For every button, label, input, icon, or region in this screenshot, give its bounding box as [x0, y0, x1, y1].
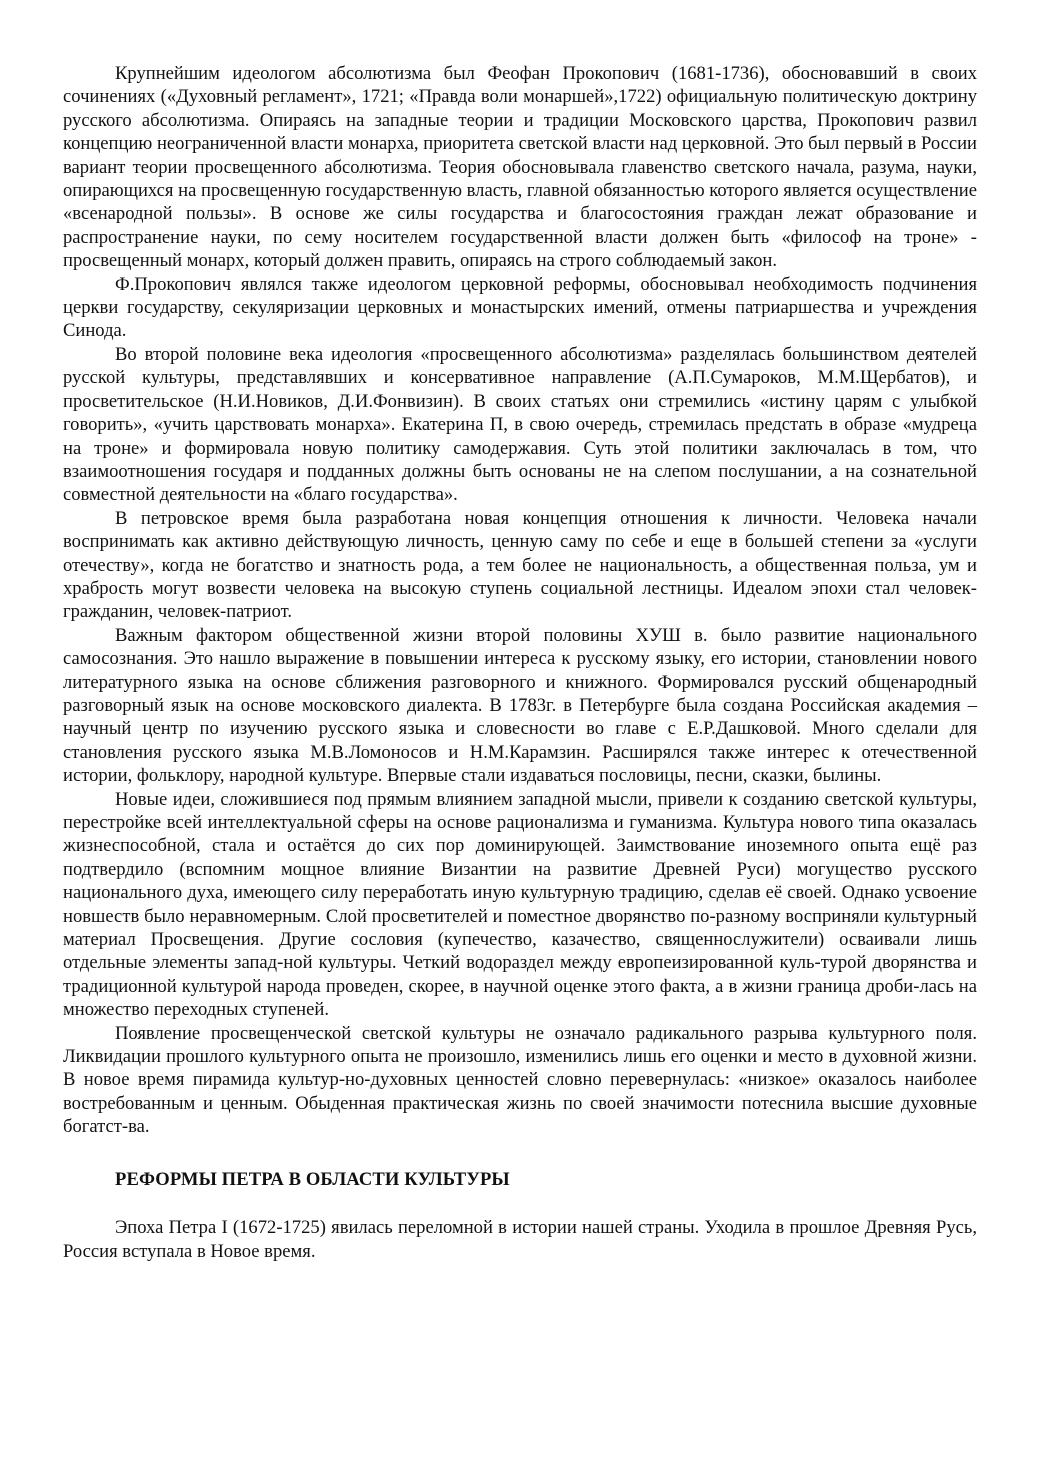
paragraph: Крупнейшим идеологом абсолютизма был Феофан Прокопович (1681-1736), обосновавший в своих сочинениях («Духовный регламент», 1721; «Правда воли монаршей»,1722) официальную политическую доктрину русского абсолютизма. Опираясь на западные теории и традиции Московского царства, Прокопович развил концепцию неограниченной власти монарха, приоритета светской власти над церковной. Это был первый в России вариант теории просвещенного абсолютизма. Теория обосновывала главенство светского начала, разума, науки, опирающихся на просвещенную государственную власть, главной обязанностью которого является осуществление «всенародной пользы». В основе же силы государства и благосостояния граждан лежат образование и распространение науки, по сему носителем государственной власти должен быть «философ на троне» - просвещенный монарх, который должен править, опираясь на строго соблюдаемый закон.	[63, 63, 977, 272]
spacer	[63, 1191, 977, 1216]
paragraph: Появление просвещенческой светской культуры не означало радикального разрыва культурного поля. Ликвидации прошлого культурного опыта не произошло, изменились лишь его оценки и место в духовной жизни. В новое время пирамида культур-но-духовных ценностей словно перевернулась: «низкое» оказалось наиболее востребованным и ценным. Обыденная практическая жизнь по своей значимости потеснила высшие духовные богатст-ва.	[63, 1022, 977, 1138]
paragraph: Ф.Прокопович являлся также идеологом церковной реформы, обосновывал необходимость подчинения церкви государству, секуляризации церковных и монастырских имений, отмены патриаршества и учреждения Синода.	[63, 273, 977, 342]
document-page	[63, 62, 977, 1263]
paragraph: Новые идеи, сложившиеся под прямым влиянием западной мысли, привели к созданию светской культуры, перестройке всей интеллектуальной сферы на основе рационализма и гуманизма. Культура нового типа оказалась жизнеспособной, стала и остаётся до сих пор доминирующей. Заимствование иноземного опыта ещё раз подтвердило (вспомним мощное влияние Византии на развитие Древней Руси) могущество русского национального духа, имеющего силу переработать иную культурную традицию, сделав её своей. Однако усвоение новшеств было неравномерным. Слой просветителей и поместное дворянство по-разному восприняли культурный материал Просвещения. Другие сословия (купечество, казачество, священнослужители) осваивали лишь отдельные элементы запад-ной культуры. Четкий водораздел между европеизированной куль-турой дворянства и традиционной культурой народа проведен, скорее, в научной оценке этого факта, а в жизни граница дроби-лась на множество переходных ступеней.	[63, 788, 977, 1021]
paragraph: Эпоха Петра I (1672-1725) явилась переломной в истории нашей страны. Уходила в прошлое Древняя Русь, Россия вступала в Новое время.	[63, 1217, 977, 1262]
paragraph: В петровское время была разработана новая концепция отношения к личности. Человека начали воспринимать как активно действующую личность, ценную саму по себе и еще в большей степени за «услуги отечеству», когда не богатство и знатность рода, а тем более не национальность, а общественная польза, ум и храбрость могут возвести человека на высокую ступень социальной лестницы. Идеалом эпохи стал человек-гражданин, человек-патриот.	[63, 507, 977, 623]
section-heading: РЕФОРМЫ ПЕТРА В ОБЛАСТИ КУЛЬТУРЫ	[115, 1168, 510, 1190]
paragraph: Во второй половине века идеология «просвещенного абсолютизма» разделялась большинством деятелей русской культуры, представлявших и консервативное направление (А.П.Сумароков, М.М.Щербатов), и просветительское (Н.И.Новиков, Д.И.Фонвизин). В своих статьях они стремились «истину царям с улыбкой говорить», «учить царствовать монарха». Екатерина П, в свою очередь, стремилась предстать в образе «мудреца на троне» и формировала новую политику самодержавия. Суть этой политики заключалась в том, что взаимоотношения государя и подданных должны быть основаны не на слепом послушании, а на сознательной совместной деятельности на «благо государства».	[63, 343, 977, 506]
paragraph: Важным фактором общественной жизни второй половины ХУШ в. было развитие национального самосознания. Это нашло выражение в повышении интереса к русскому языку, его истории, становлении нового литературного языка на основе сближения разговорного и книжного. Формировался русский общенародный разговорный язык на основе московского диалекта. В 1783г. в Петербурге была создана Российская академия – научный центр по изучению русского языка и словесности во главе с Е.Р.Дашковой. Много сделали для становления русского языка М.В.Ломоносов и Н.М.Карамзин. Расширялся также интерес к отечественной истории, фольклору, народной культуре. Впервые стали издаваться пословицы, песни, сказки, былины.	[63, 624, 977, 787]
